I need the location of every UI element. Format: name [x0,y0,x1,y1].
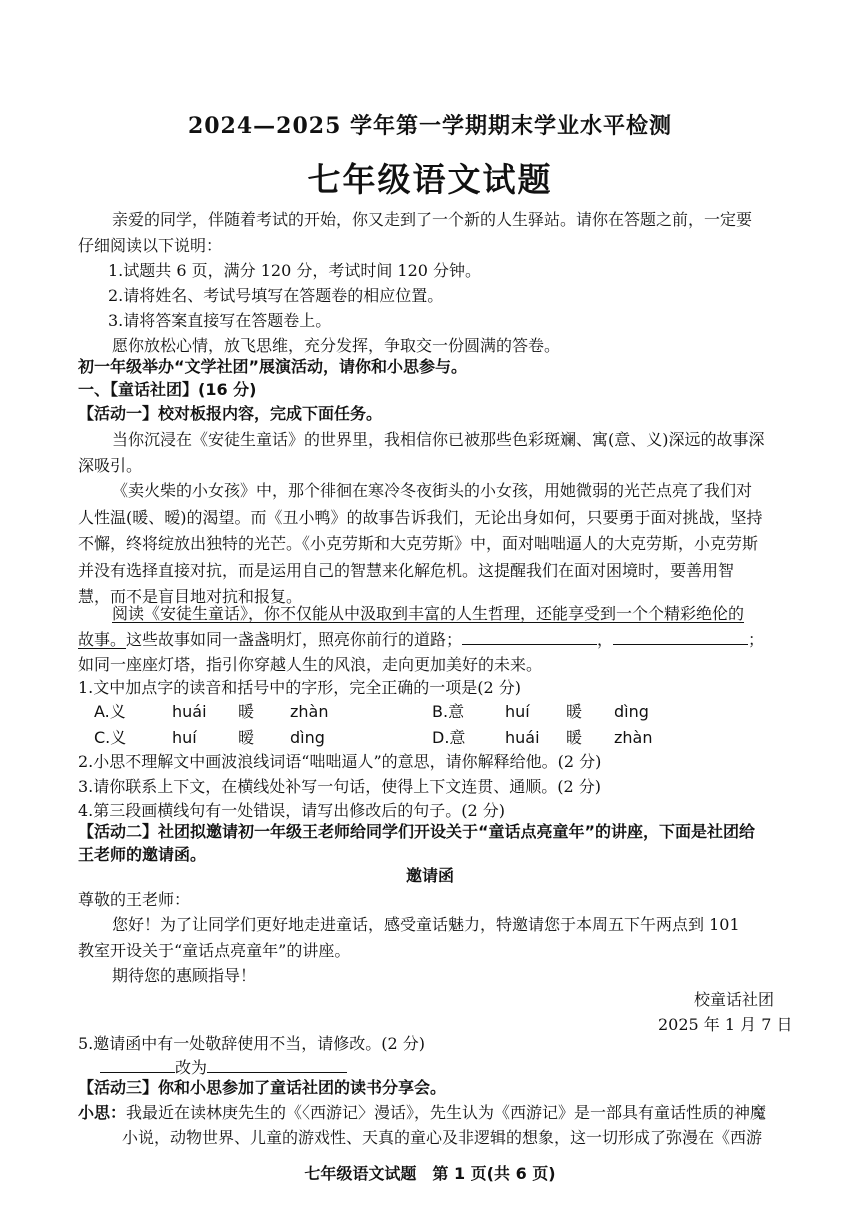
context-line: 初一年级举办“文学社团”展演活动，请你和小思参与。 [78,357,468,376]
q5-change-to: 改为 [175,1058,208,1077]
question-5: 5.邀请函中有一处敬辞使用不当，请修改。(2 分) [78,1034,426,1053]
q5-corrected-blank[interactable] [207,1058,347,1073]
letter-signature: 校童话社团 [694,990,775,1009]
letter-date: 2025 年 1 月 7 日 [658,1015,793,1034]
paragraph-3-line-2-text: 这些故事如同一盏盏明灯，照亮你前行的道路； [126,630,463,649]
option-d-char[interactable]: D.意 [432,728,466,747]
option-c-char[interactable]: C.义 [94,728,127,747]
paragraph-2-line-2: 人性温(暖、暧)的渴望。而《丑小鸭》的故事告诉我们，无论出身如何，只要勇于面对挑战，坚持 [78,508,763,527]
paragraph-3-line-3: 如同一座座灯塔，指引你穿越人生的风浪，走向更加美好的未来。 [78,655,543,674]
exam-title: 2024—2025 学年第一学期期末学业水平检测 [187,113,673,139]
xiaosi-line-1 [78,1103,766,1123]
letter-salutation: 尊敬的王老师： [78,890,191,909]
option-a-pinyin-1: huái [172,702,207,721]
option-b-char[interactable]: B.意 [432,702,465,721]
section-heading: 一、【童话社团】(16 分) [78,380,257,399]
question-2: 2.小思不理解文中画波浪线词语“咄咄逼人”的意思，请你解释给他。(2 分) [78,752,602,771]
activity-2-line-2: 王老师的邀请函。 [78,845,207,864]
option-c-pinyin-2: dìng [290,728,325,747]
q5-original-blank[interactable] [100,1058,175,1073]
activity-3-heading: 【活动三】你和小思参加了童话社团的读书分享会。 [78,1078,447,1097]
blank-semicolon: ； [748,630,765,649]
question-1: 1.文中加点字的读音和括号中的字形，完全正确的一项是(2 分) [78,678,522,697]
paragraph-2-line-3: 不懈，终将绽放出独特的光芒。《小克劳斯和大克劳斯》中，面对咄咄逼人的大克劳斯，小克劳斯 [78,534,759,553]
letter-title: 邀请函 [405,866,454,885]
activity-2-line-1: 【活动二】社团拟邀请初一年级王老师给同学们开设关于“童话点亮童年”的讲座，下面是社团给 [78,822,756,841]
rule-2: 2.请将姓名、考试号填写在答题卷的相应位置。 [108,286,444,305]
option-d-glyph: 暖 [566,728,583,747]
paragraph-3-line-1: 阅读《安徒生童话》，你不仅能从中汲取到丰富的人生哲理，还能享受到一个个精彩绝伦的 [112,604,745,623]
option-a-glyph: 暖 [238,702,255,721]
paragraph-2-line-1: 《卖火柴的小女孩》中，那个徘徊在寒冷冬夜街头的小女孩，用她微弱的光芒点亮了我们对 [112,481,753,500]
fill-blank-1[interactable] [462,630,597,645]
letter-body-2: 教室开设关于“童话点亮童年”的讲座。 [78,941,351,960]
paragraph-2-line-4: 并没有选择直接对抗，而是运用自己的智慧来化解危机。这提醒我们在面对困境时，要善用智 [78,561,735,580]
page-footer: 七年级语文试题 第 1 页(共 6 页) [304,1164,556,1183]
intro-wish: 愿你放松心情，放飞思维，充分发挥，争取交一份圆满的答卷。 [112,336,561,355]
option-b-glyph: 暖 [566,702,583,721]
question-3: 3.请你联系上下文，在横线处补写一句话，使得上下文连贯、通顺。(2 分) [78,777,602,796]
xiaosi-label: 小思： [78,1103,127,1122]
rule-1: 1.试题共 6 页，满分 120 分，考试时间 120 分钟。 [108,261,482,280]
option-d-pinyin-2: zhàn [614,728,653,747]
option-b-pinyin-2: dìng [614,702,649,721]
underlined-sentence-end: 故事。 [78,630,127,649]
xiaosi-text-1: 我最近在读林庚先生的《〈西游记〉漫话》，先生认为《西游记》是一部具有童话性质的神魔 [126,1103,767,1122]
fill-blank-2[interactable] [613,630,748,645]
blank-comma: ， [597,630,614,649]
option-b-pinyin-1: huí [505,702,530,721]
letter-body-3: 期待您的惠顾指导！ [112,966,257,985]
letter-body-1: 您好！为了让同学们更好地走进童话，感受童话魅力，特邀请您于本周五下午两点到 101 [112,915,740,934]
intro-line-2: 仔细阅读以下说明： [78,236,223,255]
option-d-pinyin-1: huái [505,728,540,747]
intro-line-1: 亲爱的同学，伴随着考试的开始，你又走到了一个新的人生驿站。请你在答题之前，一定要 [112,210,753,229]
paragraph-1-line-2: 深吸引。 [78,456,143,475]
rule-3: 3.请将答案直接写在答题卷上。 [108,311,332,330]
question-4: 4.第三段画横线句有一处错误，请写出修改后的句子。(2 分) [78,801,506,820]
option-a-char[interactable]: A.义 [94,702,126,721]
option-c-pinyin-1: huí [172,728,197,747]
activity-1-heading: 【活动一】校对板报内容，完成下面任务。 [78,404,383,423]
paragraph-1-line-1: 当你沉浸在《安徒生童话》的世界里，我相信你已被那些色彩斑斓、寓(意、义)深远的故事深 [112,430,765,449]
paragraph-2-line-5: 慧，而不是盲目地对抗和报复。 [78,587,303,606]
question-5-answer-row [100,1058,347,1078]
paragraph-3-line-2 [78,630,764,650]
option-c-glyph: 暧 [238,728,255,747]
exam-subtitle: 七年级语文试题 [307,160,553,199]
option-a-pinyin-2: zhàn [290,702,329,721]
xiaosi-line-2: 小说，动物世界、儿童的游戏性、天真的童心及非逻辑的想象，这一切形成了弥漫在《西游 [122,1128,763,1147]
